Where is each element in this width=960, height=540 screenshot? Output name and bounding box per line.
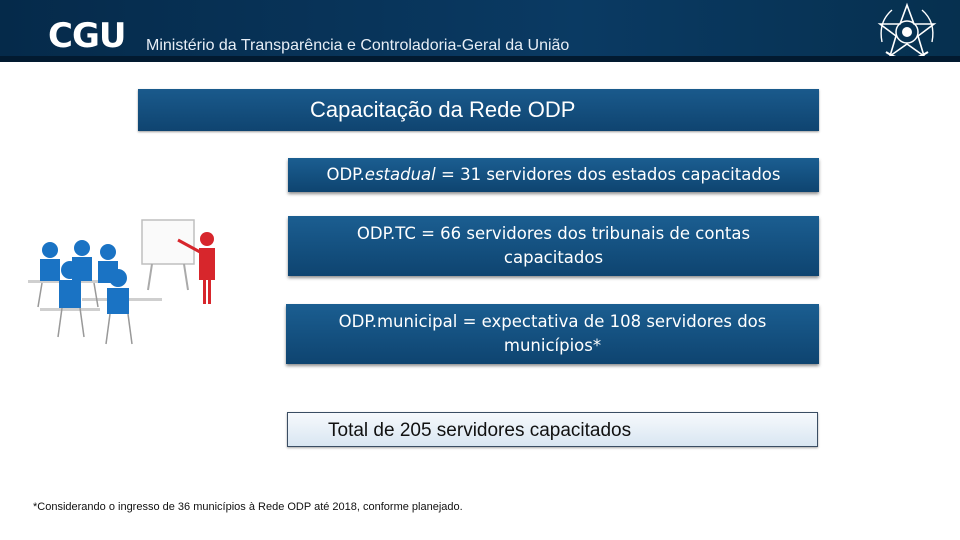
estadual-emphasis: estadual — [364, 165, 436, 184]
cgu-logo: CGU — [48, 16, 126, 56]
training-class-icon — [22, 212, 238, 362]
header-bar — [0, 0, 960, 62]
estadual-rest: = 31 servidores dos estados capacitados — [435, 165, 781, 184]
brazil-coat-of-arms-icon — [874, 2, 940, 68]
odp-tc-box — [288, 216, 819, 276]
estadual-prefix: ODP. — [326, 165, 365, 184]
total-text: Total de 205 servidores capacitados — [328, 420, 632, 441]
odp-municipal-text: ODP.municipal = expectativa de 108 servidores dos municípios* — [338, 312, 767, 355]
slide-title: Capacitação da Rede ODP — [310, 97, 576, 122]
odp-municipal-box — [286, 304, 819, 364]
odp-estadual-box — [288, 158, 819, 192]
total-box — [287, 412, 818, 447]
slide-title-box — [138, 89, 819, 131]
odp-tc-text: ODP.TC = 66 servidores dos tribunais de contas capacitados — [356, 224, 751, 267]
footnote: *Considerando o ingresso de 36 municípios à Rede ODP até 2018, conforme planejado. — [33, 501, 463, 513]
ministry-name: Ministério da Transparência e Controladoria-Geral da União — [146, 37, 570, 54]
